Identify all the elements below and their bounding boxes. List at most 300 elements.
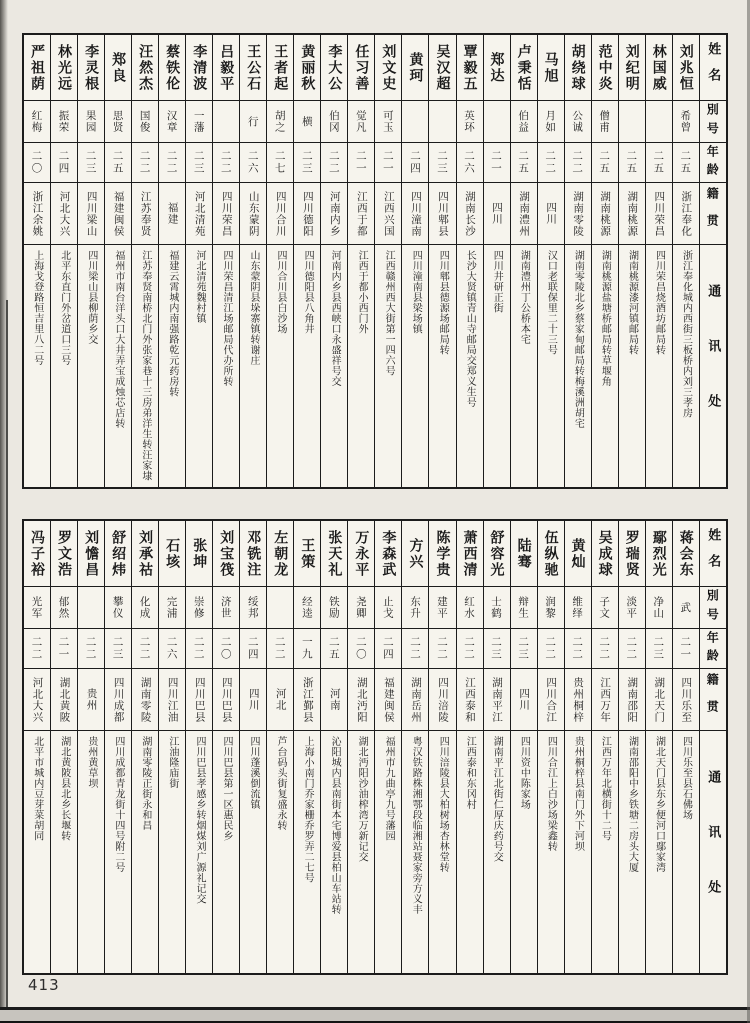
header-address-cell xyxy=(700,731,726,973)
person-origin-cell xyxy=(619,183,645,245)
person-origin: 浙江余姚 xyxy=(31,190,44,237)
person-origin-cell xyxy=(565,183,591,245)
person-name: 黄珂 xyxy=(407,51,424,84)
person-alias-cell xyxy=(105,101,131,143)
person-age: 二三 xyxy=(111,636,124,661)
person-origin-cell xyxy=(457,183,483,245)
person-name-cell xyxy=(646,521,672,587)
person-alias-cell xyxy=(294,101,320,143)
person-name: 刘兆恒 xyxy=(677,43,694,92)
person-address-cell xyxy=(457,731,483,973)
person-name-cell xyxy=(429,35,455,101)
person-origin: 四川潼南 xyxy=(409,190,422,237)
person-name-cell xyxy=(321,521,347,587)
person-alias: 化成 xyxy=(138,596,151,619)
person-alias-cell xyxy=(240,101,266,143)
person-address: 湖北黄陂县北乡长堰转 xyxy=(58,736,70,841)
person-alias: 止戈 xyxy=(381,596,394,619)
person-address: 湖南澧州丁公桥本宅 xyxy=(518,250,530,345)
person-column xyxy=(402,521,429,973)
person-alias: 郁然 xyxy=(57,596,70,619)
person-age: 二一 xyxy=(381,150,394,175)
person-name-cell xyxy=(186,35,212,101)
person-age: 二五 xyxy=(652,150,665,175)
person-name-cell xyxy=(538,35,564,101)
person-alias-cell xyxy=(132,101,158,143)
scan-edge-line xyxy=(6,300,8,1012)
person-origin-cell xyxy=(348,669,374,731)
person-age-cell xyxy=(51,143,77,183)
person-origin: 湖北黄陂 xyxy=(58,676,71,723)
person-origin: 湖南桃源 xyxy=(599,190,612,237)
person-alias: 净山 xyxy=(652,596,665,619)
person-name-cell xyxy=(159,35,185,101)
person-age-cell xyxy=(375,143,401,183)
person-origin: 贵州桐梓 xyxy=(572,676,585,723)
person-address-cell xyxy=(429,245,455,487)
person-age-cell xyxy=(565,629,591,669)
person-alias: 润黎 xyxy=(544,596,557,619)
person-name: 刘承祜 xyxy=(137,529,154,578)
person-name-cell xyxy=(619,521,645,587)
header-label-alias: 別号 xyxy=(705,588,720,627)
person-age: 二二 xyxy=(625,636,638,661)
person-age: 二二 xyxy=(544,150,557,175)
person-age: 二二 xyxy=(463,636,476,661)
person-alias-cell xyxy=(511,587,537,629)
person-origin-cell xyxy=(78,669,104,731)
person-alias-cell xyxy=(538,587,564,629)
person-name: 舒绍炜 xyxy=(110,529,127,578)
person-age-cell xyxy=(24,143,50,183)
person-alias: 济世 xyxy=(219,596,232,619)
person-alias: 攀仪 xyxy=(111,596,124,619)
person-address: 湖南邵阳中乡铁塘二房头大厦 xyxy=(626,736,638,873)
person-address-cell xyxy=(565,245,591,487)
person-origin: 河北 xyxy=(274,688,287,711)
person-name-cell xyxy=(348,521,374,587)
person-name-cell xyxy=(565,521,591,587)
person-alias: 公诚 xyxy=(571,110,584,133)
person-address: 四川荣昌烧酒坊邮局转 xyxy=(653,250,665,355)
person-alias-cell xyxy=(159,101,185,143)
person-origin: 湖南桃源 xyxy=(626,190,639,237)
header-origin-cell xyxy=(700,669,726,731)
person-origin: 四川合江 xyxy=(545,676,558,723)
person-age: 二二 xyxy=(138,636,151,661)
person-name: 李清波 xyxy=(191,43,208,92)
person-address: 贵州黄草坝 xyxy=(85,736,97,789)
person-address: 四川巴县第一区惠民乡 xyxy=(220,736,232,841)
person-alias: 胡之 xyxy=(273,110,286,133)
header-label-age: 年龄 xyxy=(705,144,720,181)
person-name: 黄丽秋 xyxy=(299,43,316,92)
person-name: 刘纪明 xyxy=(623,43,640,92)
person-column xyxy=(105,35,132,487)
person-age-cell xyxy=(213,143,239,183)
person-age-cell xyxy=(294,629,320,669)
person-origin: 四川江油 xyxy=(166,676,179,723)
person-address: 汉口老联保里二十三号 xyxy=(545,250,557,355)
header-alias-cell xyxy=(700,101,726,143)
header-label-name: 姓名 xyxy=(705,41,721,94)
person-alias-cell xyxy=(619,101,645,143)
person-alias-cell xyxy=(267,587,293,629)
person-name-cell xyxy=(186,521,212,587)
person-column xyxy=(186,35,213,487)
person-origin: 四川荣昌 xyxy=(653,190,666,237)
person-name: 李森武 xyxy=(380,529,397,578)
person-origin: 四川巴县 xyxy=(220,676,233,723)
person-origin-cell xyxy=(267,183,293,245)
person-name: 万永平 xyxy=(353,529,370,578)
person-address-cell xyxy=(375,731,401,973)
person-name: 冯子裕 xyxy=(29,529,46,578)
person-alias-cell xyxy=(375,101,401,143)
person-origin-cell xyxy=(267,669,293,731)
person-name: 陆骞 xyxy=(515,537,532,570)
person-address-cell xyxy=(348,731,374,973)
person-name-cell xyxy=(24,35,50,101)
person-address-cell xyxy=(538,731,564,973)
person-name-cell xyxy=(402,521,428,587)
person-alias: 淡平 xyxy=(625,596,638,619)
person-address-cell xyxy=(105,245,131,487)
person-origin-cell xyxy=(132,183,158,245)
person-age: 二二 xyxy=(192,636,205,661)
person-alias-cell xyxy=(511,101,537,143)
person-name-cell xyxy=(348,35,374,101)
person-address-cell xyxy=(105,731,131,973)
person-column xyxy=(78,521,105,973)
person-name-cell xyxy=(51,35,77,101)
person-address: 福州市九曲亭九号藩园 xyxy=(383,736,395,841)
person-address-cell xyxy=(213,245,239,487)
person-age-cell xyxy=(267,629,293,669)
person-origin-cell xyxy=(294,183,320,245)
person-age: 二二 xyxy=(138,150,151,175)
person-age: 二三 xyxy=(435,150,448,175)
person-age: 二三 xyxy=(84,150,97,175)
person-address: 湖南零陵北乡蔡家甸邮局转梅溪洲胡宅 xyxy=(572,250,584,429)
person-column xyxy=(321,521,348,973)
person-origin-cell xyxy=(402,669,428,731)
person-name: 林国威 xyxy=(650,43,667,92)
person-alias: 铁励 xyxy=(327,596,340,619)
person-address-cell xyxy=(402,245,428,487)
person-alias-cell xyxy=(267,101,293,143)
person-address: 湖南零陵正街永和昌 xyxy=(139,736,151,831)
person-age-cell xyxy=(132,629,158,669)
person-age: 二六 xyxy=(165,636,178,661)
page-number: 413 xyxy=(28,976,60,994)
person-origin: 福建 xyxy=(166,202,179,225)
person-address: 四川荣昌清江场邮局代办所转 xyxy=(220,250,232,387)
person-age-cell xyxy=(159,143,185,183)
person-column xyxy=(159,521,186,973)
person-alias-cell xyxy=(294,587,320,629)
person-column xyxy=(429,521,456,973)
person-age: 二六 xyxy=(463,150,476,175)
person-alias: 绥邦 xyxy=(246,596,259,619)
person-origin: 湖南澧州 xyxy=(518,190,531,237)
person-address-cell xyxy=(132,731,158,973)
person-column xyxy=(294,35,321,487)
person-address-cell xyxy=(51,731,77,973)
person-address-cell xyxy=(402,731,428,973)
person-origin-cell xyxy=(646,183,672,245)
person-alias: 思贤 xyxy=(111,110,124,133)
person-age: 二二 xyxy=(84,636,97,661)
person-column xyxy=(484,35,511,487)
person-origin-cell xyxy=(538,183,564,245)
person-origin: 浙江奉化 xyxy=(680,190,693,237)
person-alias: 红水 xyxy=(463,596,476,619)
person-name: 左朝龙 xyxy=(272,529,289,578)
person-name: 蒋会东 xyxy=(677,529,694,578)
person-address-cell xyxy=(538,245,564,487)
person-address-cell xyxy=(294,245,320,487)
person-address: 江油隆庙街 xyxy=(166,736,178,789)
person-alias-cell xyxy=(402,101,428,143)
person-address-cell xyxy=(132,245,158,487)
person-origin: 湖南岳州 xyxy=(409,676,422,723)
person-address: 上海戈登路恒吉里八二号 xyxy=(31,250,43,366)
person-address: 江西万年北横街十二号 xyxy=(599,736,611,841)
person-age: 二五 xyxy=(625,150,638,175)
person-age: 二三 xyxy=(517,636,530,661)
person-origin-cell xyxy=(159,669,185,731)
person-origin-cell xyxy=(24,183,50,245)
person-origin-cell xyxy=(294,669,320,731)
person-age: 二二 xyxy=(327,150,340,175)
person-alias-cell xyxy=(402,587,428,629)
person-name-cell xyxy=(240,521,266,587)
person-alias-cell xyxy=(619,587,645,629)
person-alias-cell xyxy=(186,587,212,629)
person-alias-cell xyxy=(78,101,104,143)
person-age-cell xyxy=(321,629,347,669)
person-origin: 江西于都 xyxy=(355,190,368,237)
person-origin-cell xyxy=(565,669,591,731)
person-address-cell xyxy=(646,245,672,487)
person-alias-cell xyxy=(565,587,591,629)
person-age-cell xyxy=(132,143,158,183)
person-name-cell xyxy=(321,35,347,101)
person-origin-cell xyxy=(511,669,537,731)
header-label-origin: 籍贯 xyxy=(705,672,720,727)
person-age: 二二 xyxy=(30,636,43,661)
person-age: 二〇 xyxy=(30,150,43,175)
person-age-cell xyxy=(511,143,537,183)
person-age: 二三 xyxy=(300,150,313,175)
header-label-name: 姓名 xyxy=(705,527,721,580)
person-name: 刘文史 xyxy=(380,43,397,92)
person-origin-cell xyxy=(186,183,212,245)
person-origin-cell xyxy=(321,669,347,731)
person-name-cell xyxy=(673,35,699,101)
person-age-cell xyxy=(213,629,239,669)
person-origin-cell xyxy=(538,669,564,731)
header-label-address: 通讯处 xyxy=(705,283,721,449)
person-age-cell xyxy=(538,143,564,183)
person-address-cell xyxy=(240,245,266,487)
person-column xyxy=(619,35,646,487)
person-origin-cell xyxy=(78,183,104,245)
person-column xyxy=(24,35,51,487)
person-alias: 维绎 xyxy=(571,596,584,619)
person-origin: 四川 xyxy=(518,688,531,711)
person-age-cell xyxy=(646,143,672,183)
person-alias-cell xyxy=(132,587,158,629)
person-alias-cell xyxy=(51,587,77,629)
person-name-cell xyxy=(646,35,672,101)
person-age-cell xyxy=(240,629,266,669)
person-address: 湖北沔阳沙油榨湾万新记交 xyxy=(356,736,368,862)
person-alias-cell xyxy=(51,101,77,143)
person-address: 四川成都青龙街十四号附二号 xyxy=(112,736,124,873)
person-name: 郑良 xyxy=(110,51,127,84)
person-name-cell xyxy=(511,521,537,587)
person-name: 李大公 xyxy=(326,43,343,92)
person-name: 罗文浩 xyxy=(56,529,73,578)
person-name: 卢秉恬 xyxy=(515,43,532,92)
person-column xyxy=(457,521,484,973)
person-column xyxy=(565,521,592,973)
person-name-cell xyxy=(429,521,455,587)
person-column xyxy=(240,35,267,487)
person-origin-cell xyxy=(105,183,131,245)
person-origin-cell xyxy=(375,183,401,245)
person-address-cell xyxy=(159,245,185,487)
person-age: 二二 xyxy=(598,636,611,661)
person-age-cell xyxy=(105,629,131,669)
person-origin: 四川 xyxy=(491,202,504,225)
directory-table-bottom xyxy=(22,519,728,975)
person-name: 汪然杰 xyxy=(137,43,154,92)
person-address-cell xyxy=(565,731,591,973)
person-name-cell xyxy=(457,35,483,101)
person-address-cell xyxy=(321,731,347,973)
person-alias: 僧甫 xyxy=(598,110,611,133)
person-age-cell xyxy=(673,629,699,669)
person-origin-cell xyxy=(592,669,618,731)
person-origin: 河北清苑 xyxy=(193,190,206,237)
person-alias: 士鹤 xyxy=(490,596,503,619)
person-age: 二三 xyxy=(192,150,205,175)
person-name-cell xyxy=(78,521,104,587)
person-column xyxy=(673,35,700,487)
person-name: 胡绕球 xyxy=(569,43,586,92)
person-name-cell xyxy=(294,521,320,587)
person-name: 张天礼 xyxy=(326,529,343,578)
person-address-cell xyxy=(240,731,266,973)
header-label-address: 通讯处 xyxy=(705,769,721,935)
person-column xyxy=(240,521,267,973)
person-column xyxy=(565,35,592,487)
person-address: 江苏奉贤南桥北门外张家巷十三房弟洋生转汪家埭 xyxy=(139,250,151,481)
person-origin: 山东蒙阴 xyxy=(247,190,260,237)
person-name-cell xyxy=(213,521,239,587)
person-name: 任习善 xyxy=(353,43,370,92)
person-address-cell xyxy=(267,245,293,487)
person-alias: 崇修 xyxy=(192,596,205,619)
person-alias-cell xyxy=(186,101,212,143)
person-origin: 江西泰和 xyxy=(464,676,477,723)
person-column xyxy=(159,35,186,487)
person-address: 四川涪陵县大柏树场杏林堂转 xyxy=(437,736,449,873)
person-name-cell xyxy=(484,521,510,587)
person-name-cell xyxy=(402,35,428,101)
person-name-cell xyxy=(78,35,104,101)
person-column xyxy=(267,35,294,487)
person-origin-cell xyxy=(213,669,239,731)
person-name-cell xyxy=(511,35,537,101)
person-alias-cell xyxy=(375,587,401,629)
person-origin: 江西兴国 xyxy=(382,190,395,237)
person-name: 吴汉超 xyxy=(434,43,451,92)
header-name-cell xyxy=(700,35,726,101)
person-address-cell xyxy=(673,245,699,487)
person-origin: 湖南长沙 xyxy=(464,190,477,237)
person-alias-cell xyxy=(592,101,618,143)
person-age: 二一 xyxy=(57,636,70,661)
person-column xyxy=(538,35,565,487)
person-age-cell xyxy=(294,143,320,183)
person-address-cell xyxy=(511,731,537,973)
person-alias-cell xyxy=(429,101,455,143)
person-name: 严祖荫 xyxy=(29,43,46,92)
person-address-cell xyxy=(646,731,672,973)
person-name: 蔡铁伦 xyxy=(164,43,181,92)
person-alias-cell xyxy=(321,101,347,143)
person-alias-cell xyxy=(321,587,347,629)
person-name-cell xyxy=(565,35,591,101)
person-address-cell xyxy=(429,731,455,973)
person-address: 四川乐至县石佛场 xyxy=(680,736,692,820)
person-origin: 四川荣昌 xyxy=(220,190,233,237)
person-age: 二一 xyxy=(354,150,367,175)
person-age-cell xyxy=(619,629,645,669)
person-age: 二二 xyxy=(544,636,557,661)
person-column xyxy=(132,35,159,487)
person-address: 四川合川县白沙场 xyxy=(275,250,287,334)
person-name: 伍纵驰 xyxy=(542,529,559,578)
person-alias: 汉章 xyxy=(165,110,178,133)
person-address-cell xyxy=(592,731,618,973)
person-origin-cell xyxy=(484,183,510,245)
person-address: 湖南桃源盐塘桥邮局转草堰角 xyxy=(599,250,611,387)
person-origin: 江西万年 xyxy=(599,676,612,723)
person-column xyxy=(267,521,294,973)
person-origin: 四川巴县 xyxy=(193,676,206,723)
person-alias: 果园 xyxy=(84,110,97,133)
person-address: 沁阳城内县南街本宅博爱县柏山车站转 xyxy=(329,736,341,915)
person-column xyxy=(484,521,511,973)
person-age: 二二 xyxy=(571,150,584,175)
person-origin-cell xyxy=(240,183,266,245)
person-address: 长沙大贤镇青山寺邮局交郑义生号 xyxy=(464,250,476,408)
person-age: 二四 xyxy=(246,636,259,661)
header-age-cell xyxy=(700,143,726,183)
person-age-cell xyxy=(673,143,699,183)
person-age-cell xyxy=(484,629,510,669)
person-age: 二五 xyxy=(327,636,340,661)
person-age: 二六 xyxy=(246,150,259,175)
person-column xyxy=(511,521,538,973)
person-name-cell xyxy=(132,521,158,587)
person-age-cell xyxy=(78,629,104,669)
